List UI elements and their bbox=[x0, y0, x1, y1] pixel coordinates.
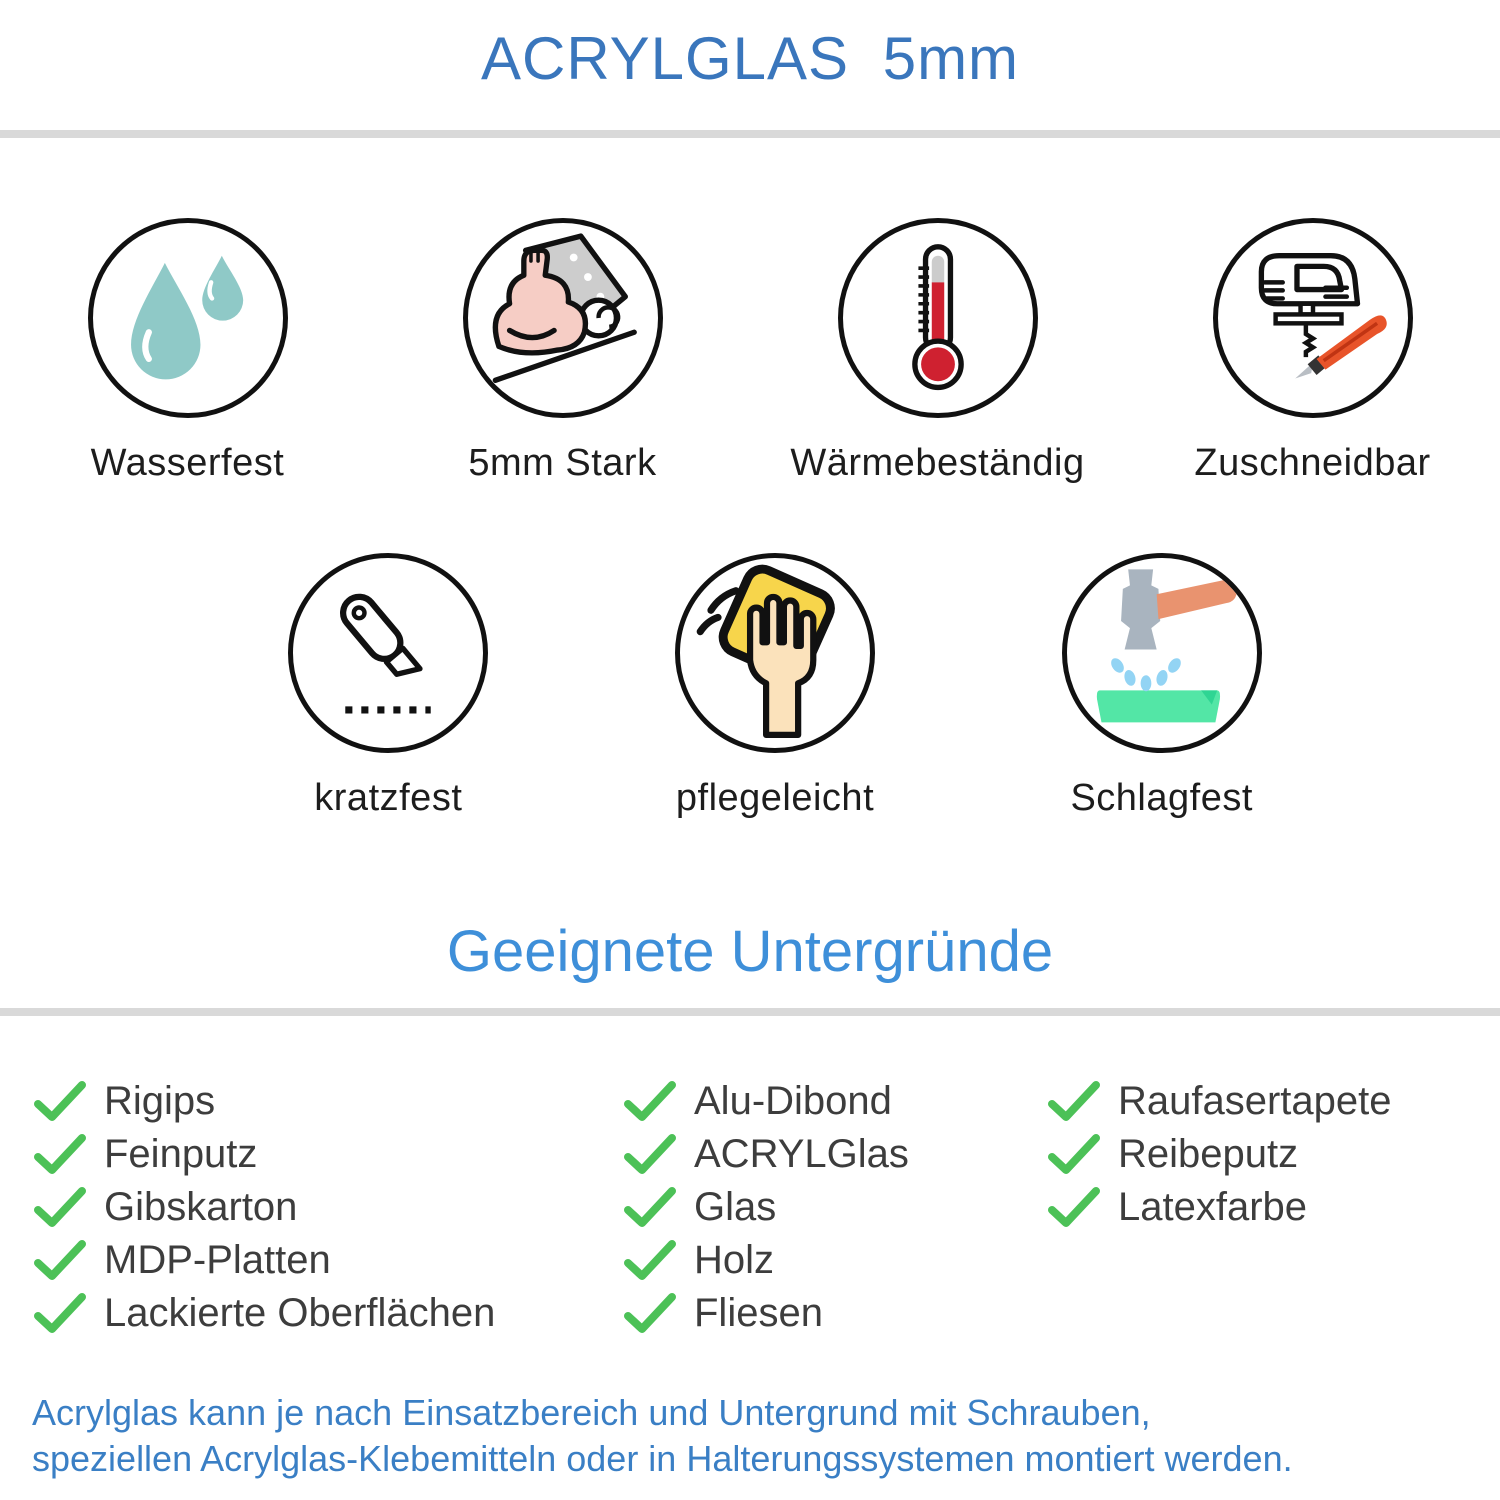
list-item-label: Feinputz bbox=[104, 1132, 258, 1176]
subsurface-column-1 bbox=[32, 1075, 495, 1340]
hand-cloth-icon bbox=[686, 564, 864, 742]
checkmark-icon bbox=[32, 1187, 88, 1229]
feature-hand-cloth bbox=[582, 553, 969, 820]
checkmark-icon bbox=[32, 1293, 88, 1335]
hammer-icon bbox=[1062, 553, 1262, 753]
list-item bbox=[32, 1181, 495, 1234]
thermometer-icon bbox=[849, 229, 1027, 407]
feature-water-drops bbox=[0, 218, 375, 485]
checkmark-icon bbox=[32, 1081, 88, 1123]
footer-line-2: speziellen Acrylglas-Klebemitteln oder in Halterungssystemen montiert werden. bbox=[32, 1438, 1293, 1479]
water-drops-icon bbox=[88, 218, 288, 418]
checkmark-icon bbox=[32, 1240, 88, 1282]
jigsaw-icon bbox=[1213, 218, 1413, 418]
feature-utility-knife bbox=[195, 553, 582, 820]
feature-hammer bbox=[968, 553, 1355, 820]
hammer-icon bbox=[1073, 564, 1251, 742]
list-item bbox=[622, 1181, 909, 1234]
list-item-label: Fliesen bbox=[694, 1291, 823, 1335]
checkmark-icon bbox=[1046, 1187, 1102, 1229]
list-item-label: Rigips bbox=[104, 1079, 216, 1123]
checkmark-icon bbox=[32, 1134, 88, 1176]
thermometer-icon bbox=[838, 218, 1038, 418]
list-item-label: Holz bbox=[694, 1238, 775, 1282]
section-heading: Geeignete Untergründe bbox=[446, 919, 1054, 984]
list-item-label: Lackierte Oberflächen bbox=[104, 1291, 496, 1335]
muscle-arm-icon bbox=[474, 229, 652, 407]
feature-label: Schlagfest bbox=[1070, 777, 1253, 819]
water-drops-icon bbox=[99, 229, 277, 407]
feature-label: pflegeleicht bbox=[675, 777, 875, 819]
checkmark-icon bbox=[622, 1081, 678, 1123]
muscle-arm-icon bbox=[463, 218, 663, 418]
feature-muscle-arm bbox=[375, 218, 750, 485]
divider-middle bbox=[0, 1008, 1500, 1016]
list-item bbox=[622, 1075, 909, 1128]
list-item-label: Reibeputz bbox=[1118, 1132, 1299, 1176]
feature-label: Wasserfest bbox=[90, 442, 285, 484]
feature-thermometer bbox=[750, 218, 1125, 485]
checkmark-icon bbox=[1046, 1134, 1102, 1176]
features-row-1 bbox=[0, 218, 1500, 485]
features-row-2 bbox=[195, 553, 1355, 820]
feature-label: Zuschneidbar bbox=[1194, 442, 1431, 484]
list-item-label: Latexfarbe bbox=[1118, 1185, 1308, 1229]
list-item-label: MDP-Platten bbox=[104, 1238, 331, 1282]
feature-jigsaw bbox=[1125, 218, 1500, 485]
list-item bbox=[622, 1128, 909, 1181]
list-item bbox=[32, 1128, 495, 1181]
feature-label: 5mm Stark bbox=[468, 442, 657, 484]
list-item bbox=[622, 1234, 909, 1287]
hand-cloth-icon bbox=[675, 553, 875, 753]
checkmark-icon bbox=[622, 1293, 678, 1335]
utility-knife-icon bbox=[288, 553, 488, 753]
subsurface-column-2 bbox=[622, 1075, 909, 1340]
list-item-label: Gibskarton bbox=[104, 1185, 298, 1229]
list-item bbox=[32, 1234, 495, 1287]
list-item bbox=[32, 1287, 495, 1340]
utility-knife-icon bbox=[299, 564, 477, 742]
list-item bbox=[32, 1075, 495, 1128]
list-item bbox=[622, 1287, 909, 1340]
list-item bbox=[1046, 1128, 1392, 1181]
divider-top bbox=[0, 130, 1500, 138]
feature-label: Wärmebeständig bbox=[790, 442, 1085, 484]
list-item-label: ACRYLGlas bbox=[694, 1132, 909, 1176]
checkmark-icon bbox=[622, 1134, 678, 1176]
list-item bbox=[1046, 1181, 1392, 1234]
footer-line-1: Acrylglas kann je nach Einsatzbereich und Untergrund mit Schrauben, bbox=[32, 1392, 1151, 1433]
page-title: ACRYLGLAS 5mm bbox=[480, 25, 1020, 92]
checkmark-icon bbox=[622, 1187, 678, 1229]
list-item-label: Glas bbox=[694, 1185, 777, 1229]
checkmark-icon bbox=[622, 1240, 678, 1282]
list-item-label: Alu-Dibond bbox=[694, 1079, 892, 1123]
footer-note bbox=[32, 1390, 1293, 1482]
subsurface-column-3 bbox=[1046, 1075, 1392, 1234]
jigsaw-icon bbox=[1224, 229, 1402, 407]
list-item bbox=[1046, 1075, 1392, 1128]
checkmark-icon bbox=[1046, 1081, 1102, 1123]
feature-label: kratzfest bbox=[314, 777, 463, 819]
list-item-label: Raufasertapete bbox=[1118, 1079, 1392, 1123]
